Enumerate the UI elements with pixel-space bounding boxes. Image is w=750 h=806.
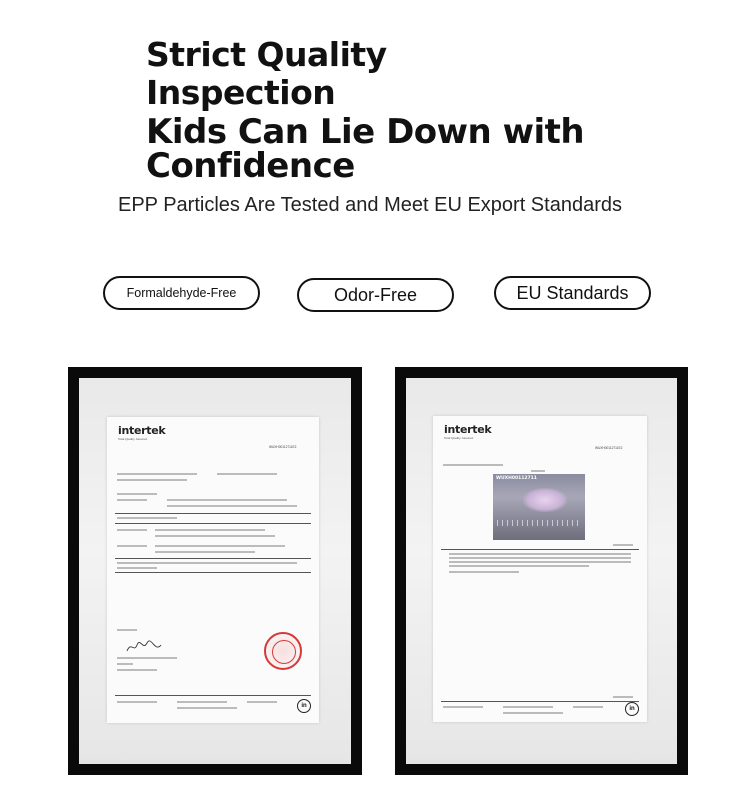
headline-line-4: Confidence [146,146,355,186]
intertek-tagline: Total Quality. Assured. [444,436,474,440]
intertek-seal-icon: in [625,702,639,716]
badge-eu-standards: EU Standards [494,276,651,310]
badge-formaldehyde-free: Formaldehyde-Free [103,276,260,310]
report-number: WUXH00112711E2 [269,445,297,449]
badge-odor-free: Odor-Free [297,278,454,312]
headline-line-1: Strict Quality [146,35,387,74]
headline-line-2: Inspection [146,73,336,112]
subtitle: EPP Particles Are Tested and Meet EU Export Standards [118,194,622,216]
certificate-document-1 [107,417,319,723]
intertek-tagline: Total Quality. Assured. [118,437,148,441]
intertek-logo: intertek [118,424,166,437]
sample-photo [493,474,585,540]
certificate-document-2 [433,416,647,722]
headline-line-3: Kids Can Lie Down with [146,112,585,152]
intertek-logo: intertek [444,423,492,436]
red-stamp-icon [264,632,302,670]
headline [146,35,606,186]
sample-photo-label: WUXH00112711 [496,476,537,481]
intertek-seal-icon: in [297,699,311,713]
certificate-frame-1 [68,367,362,775]
certificate-frame-2 [395,367,688,775]
report-number: WUXH00112711E2 [595,446,623,450]
signature-icon [125,639,165,655]
